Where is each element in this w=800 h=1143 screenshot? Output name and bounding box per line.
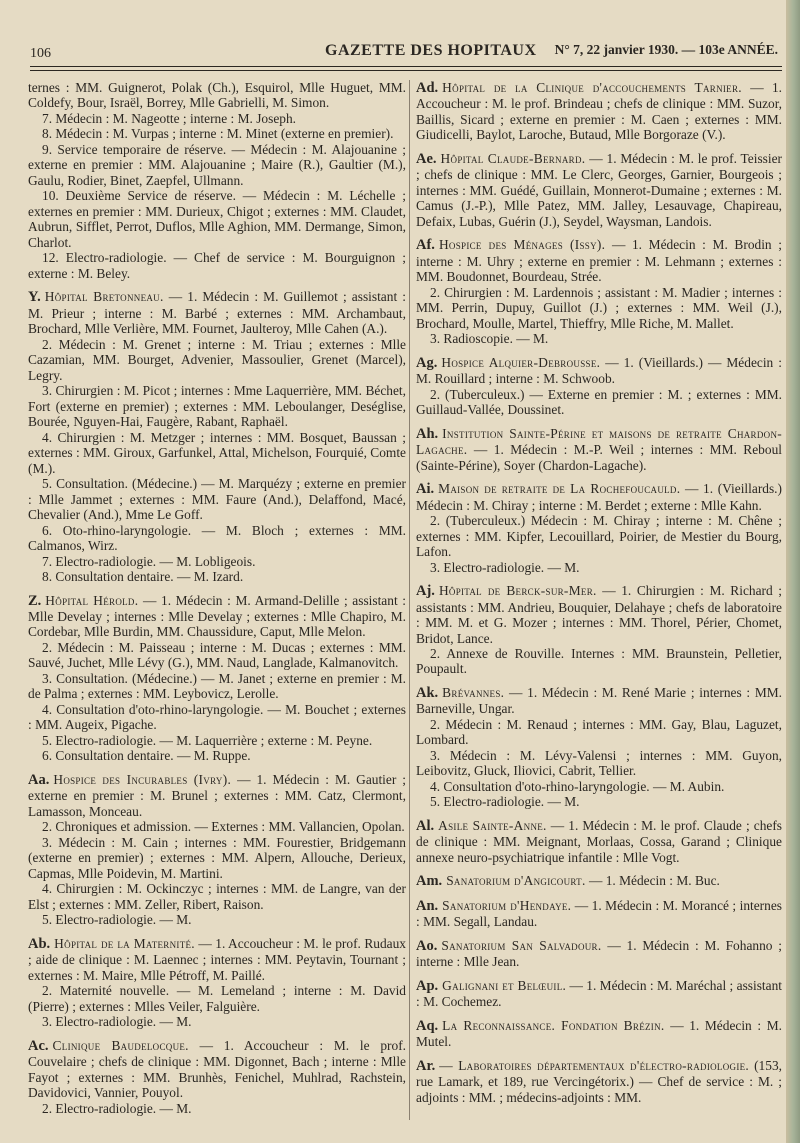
hospital-entry	[416, 1018, 782, 1050]
hospital-entry	[416, 685, 782, 810]
entry-text: 3. Radioscopie. — M.	[430, 331, 549, 347]
entry-line	[28, 748, 406, 763]
entry-text: 8. Consultation dentaire. — M. Izard.	[42, 569, 244, 585]
right-column	[416, 80, 782, 1113]
entry-line	[28, 936, 406, 983]
hospital-entry	[416, 237, 782, 346]
entry-code: Af.	[416, 237, 435, 254]
entry-code: Aq.	[416, 1017, 439, 1034]
entry-code: Al.	[416, 817, 435, 834]
entry-line	[416, 560, 782, 575]
hospital-entry	[28, 772, 406, 928]
hospital-entry	[416, 481, 782, 575]
entry-code: Ar.	[416, 1057, 436, 1074]
entry-line	[416, 513, 782, 559]
entry-code: Ap.	[416, 977, 439, 994]
entry-line	[416, 237, 782, 284]
hospital-name: Hôpital de la Maternité.	[54, 935, 195, 951]
entry-line	[28, 733, 406, 748]
entry-line	[28, 1101, 406, 1116]
entry-line	[28, 476, 406, 522]
entry-code: Z.	[28, 592, 42, 609]
entry-code: Ao.	[416, 937, 438, 954]
entry-line	[416, 331, 782, 346]
header-rule-thin	[30, 70, 782, 71]
entry-code: Am.	[416, 873, 443, 890]
hospital-entry	[416, 80, 782, 143]
header-rule	[30, 66, 782, 67]
entry-line	[28, 523, 406, 554]
entry-text: — 1. Accoucheur : M. le prof. Rudaux ; aide de clinique : M. Laennec ; internes : MM. Peytavin, Tournant ; externes : M. Maire, Mlle Pétroff, M. Paillé.	[28, 935, 406, 983]
entry-line	[28, 111, 406, 126]
entry-line	[416, 898, 782, 930]
entry-text: 3. Electro-radiologie. — M.	[430, 559, 580, 575]
entry-text: 4. Chirurgien : M. Ockinczyc ; internes : MM. de Langre, van der Elst ; externes : MM. Zeller, Ribert, Raison.	[28, 881, 406, 912]
entry-line	[28, 126, 406, 141]
entry-text: — 1. Médecin : M. le prof. Claude ; chefs de clinique : MM. Meignant, Morlaas, Cossa, Garand ; Clinique annexe neuro-psychiatrique infantile : Mlle Vogt.	[416, 817, 782, 865]
entry-text: 2. Médecin : M. Renaud ; internes : MM. Gay, Blau, Laguzet, Lombard.	[416, 716, 782, 748]
entry-line	[28, 881, 406, 912]
entry-line	[28, 188, 406, 250]
hospital-name: Hôpital Claude-Bernard.	[440, 150, 586, 166]
entry-line	[28, 569, 406, 584]
entry-code: Ac.	[28, 1037, 49, 1054]
hospital-entry	[416, 583, 782, 677]
hospital-entry	[416, 426, 782, 473]
entry-text: — 1. Accoucheur : M. le prof. Brindeau ; chefs de clinique : MM. Suzor, Baillis, Sicard ; externe en premier : M. Caen ; externes : MM. Giudicelli, Baylot, Laroche, Butaud, Mlle Borgoraze (V.).	[416, 80, 782, 143]
entry-text: 6. Oto-rhino-laryngologie. — M. Bloch ; externes : MM. Calmanos, Wirz.	[28, 522, 406, 554]
entry-line	[28, 430, 406, 476]
page-edge	[786, 0, 800, 1143]
entry-code: Aj.	[416, 583, 435, 600]
entry-code: Ai.	[416, 481, 435, 498]
entry-line	[416, 818, 782, 865]
entry-line	[28, 554, 406, 569]
entry-line	[28, 835, 406, 881]
entry-line	[28, 1038, 406, 1101]
entry-line	[28, 383, 406, 429]
hospital-name: Hôpital Bretonneau.	[44, 289, 164, 305]
entry-text: — 1. Médecin : M. Armand-Delille ; assistant : Mlle Develay ; internes : Mlle Develay ; externes : Mlle Chapiro, M. Cordebar, Mlle Burdin, MM. Chaussidure, Caput, Mlle Melon.	[28, 592, 406, 640]
entry-text: 6. Consultation dentaire. — M. Ruppe.	[42, 748, 251, 764]
entry-text: 3. Consultation. (Médecine.) — M. Janet ; externe en premier : M. de Palma ; externes : MM. Leybovicz, Lerolle.	[28, 670, 406, 702]
hospital-entry	[28, 1038, 406, 1116]
entry-line	[416, 794, 782, 809]
entry-line	[28, 772, 406, 819]
hospital-name: Hôpital de la Clinique d'accouchements Tarnier.	[442, 80, 742, 95]
entry-text: 2. Maternité nouvelle. — M. Lemeland ; interne : M. David (Pierre) ; externes : Mlles Veiler, Falguière.	[28, 983, 406, 1014]
entry-text: ternes : MM. Guignerot, Polak (Ch.), Esquirol, Mlle Huguet, MM. Coldefy, Bour, Israël, Borrey, Mlle Gabrielli, M. Simon.	[28, 80, 406, 111]
entry-text: — 1. Médecin : M. Brodin ; interne : M. Uhry ; externe en premier : M. Lehmann ; externes : MM. Boudonnet, Bourdeau, Strée.	[416, 237, 782, 285]
hospital-name: Hospice des Ménages (Issy).	[438, 237, 606, 253]
entry-text: — 1. Médecin : M. Morancé ; internes : MM. Segall, Landau.	[416, 897, 782, 930]
entry-text: 4. Consultation d'oto-rhino-laryngologie. — M. Aubin.	[430, 778, 725, 794]
entry-code: Ak.	[416, 684, 439, 701]
entry-text: — 1. Médecin : M. Fohanno ; interne : Mlle Jean.	[416, 937, 782, 970]
entry-text: 5. Electro-radiologie. — M.	[430, 794, 580, 810]
hospital-name: Sanatorium d'Hendaye.	[442, 897, 572, 913]
entry-line	[28, 337, 406, 383]
entry-text: — 1. Médecin : M. René Marie ; internes : MM. Barneville, Ungar.	[416, 684, 782, 717]
entry-line	[416, 426, 782, 473]
hospital-name: Hospice des Incurables (Ivry).	[53, 771, 232, 787]
entry-text: 2. Annexe de Rouville. Internes : MM. Braunstein, Pelletier, Poupault.	[416, 645, 782, 677]
hospital-entry	[416, 1058, 782, 1105]
entry-line	[28, 289, 406, 336]
hospital-entry	[28, 593, 406, 764]
entry-line	[416, 355, 782, 387]
entry-line	[416, 80, 782, 143]
hospital-name: Institution Sainte-Périne et maisons de retraite Chardon-Lagache.	[416, 425, 782, 458]
entry-text: 7. Electro-radiologie. — M. Lobligeois.	[42, 553, 256, 569]
entry-line	[28, 80, 406, 111]
entry-text: — 1. Médecin : M.-P. Weil ; internes : MM. Reboul (Sainte-Périne), Soyer (Chardon-Lagache).	[416, 442, 782, 473]
entry-line	[416, 387, 782, 418]
entry-line	[416, 285, 782, 331]
entry-line	[416, 1058, 782, 1105]
entry-text: 4. Consultation d'oto-rhino-laryngologie. — M. Bouchet ; externes : MM. Augeix, Pigache.	[28, 701, 406, 733]
entry-line	[28, 912, 406, 927]
entry-text: 2. Chirurgien : M. Lardennois ; assistant : M. Madier ; internes : MM. Perrin, Dupuy, Guillot (J.) ; externes : MM. Weil (J.), Brochard, Moulle, Martel, Thieffry, Mlle Riche, M. Mallet.	[416, 284, 782, 331]
entry-line	[28, 983, 406, 1014]
hospital-entry	[28, 80, 406, 281]
entry-text: 2. (Tuberculeux.) Médecin : M. Chiray ; interne : M. Chêne ; externes : MM. Kipfer, Lecouillard, Poirier, de Mestier du Bourg, Lafon.	[416, 513, 782, 560]
hospital-entry	[28, 289, 406, 584]
hospital-name: Clinique Baudelocque.	[52, 1037, 189, 1053]
entry-code: An.	[416, 897, 439, 914]
issue-info: N° 7, 22 janvier 1930. — 103e ANNÉE.	[554, 42, 778, 57]
entry-code: Ab.	[28, 935, 51, 952]
hospital-name: Sanatorium d'Angicourt.	[446, 873, 586, 889]
entry-text: 3. Chirurgien : M. Picot ; internes : Mme Laquerrière, MM. Béchet, Fort (externe en premier) ; externes : MM. Leboulanger, Deséglise, Bourée, Nguyen-Hai, Faugère, Rabant, Raphaël.	[28, 383, 406, 430]
entry-line	[416, 717, 782, 748]
left-column	[28, 80, 406, 1124]
entry-text: 12. Electro-radiologie. — Chef de service : M. Bourguignon ; externe : M. Beley.	[28, 250, 406, 281]
hospital-entry	[416, 938, 782, 970]
entry-line	[28, 250, 406, 281]
entry-line	[28, 593, 406, 640]
entry-line	[416, 583, 782, 646]
entry-text: 2. Chroniques et admission. — Externes : MM. Vallancien, Opolan.	[42, 819, 405, 835]
entry-text: 3. Médecin : M. Cain ; internes : MM. Fourestier, Bridgemann (externe en premier) ; externes : MM. Alpern, Allouche, Derieux, Capmas, Mlle Poidevin, M. Martini.	[28, 834, 406, 881]
entry-line	[416, 748, 782, 779]
entry-code: Ah.	[416, 425, 439, 442]
entry-line	[416, 151, 782, 229]
entry-text: 7. Médecin : M. Nageotte ; interne : M. Joseph.	[42, 110, 296, 126]
hospital-name: Sanatorium San Salvadour.	[441, 937, 602, 953]
entry-text: 5. Electro-radiologie. — M. Laquerrière ; externe : M. Peyne.	[42, 732, 373, 748]
hospital-name: Brévannes.	[442, 684, 505, 700]
hospital-name: Hôpital Hérold.	[45, 592, 139, 608]
column-divider	[409, 80, 410, 1120]
hospital-name: Hospice Alquier-Debrousse.	[441, 354, 601, 370]
entry-line	[416, 646, 782, 677]
hospital-entry	[416, 873, 782, 889]
journal-title: GAZETTE DES HOPITAUX	[325, 42, 537, 59]
entry-code: Ad.	[416, 80, 439, 96]
entry-code: Ag.	[416, 354, 438, 371]
entry-text: — 1. (Vieillards.) — Médecin : M. Rouillard ; interne : M. Schwoob.	[416, 354, 782, 387]
hospital-name: Asile Sainte-Anne.	[438, 817, 547, 833]
hospital-entry	[28, 936, 406, 1030]
entry-line	[416, 685, 782, 717]
entry-text: 2. Médecin : M. Paisseau ; interne : M. Ducas ; externes : MM. Sauvé, Juchet, Mlle Lévy (G.), MM. Naud, Langlade, Kalmanovitch.	[28, 639, 406, 671]
entry-line	[28, 819, 406, 834]
entry-text: — 1. Accoucheur : M. le prof. Couvelaire ; chefs de clinique : MM. Digonnet, Bach ; interne : Mlle Fayot ; externes : MM. Brunhès, Fenichel, Muhlrad, Rachstein, Davidovici, Vannier, Pouyol.	[28, 1037, 406, 1101]
hospital-name: La Reconnaissance. Fondation Brézin.	[442, 1017, 665, 1033]
entry-text: 9. Service temporaire de réserve. — Médecin : M. Alajouanine ; externe en premier : MM. Alajouanine ; Maire (R.), Gaultier (M.), Gaulu, Rodier, Binet, Zaepfel, Ullmann.	[28, 141, 406, 188]
entry-text: 2. Electro-radiologie. — M.	[42, 1100, 192, 1116]
entry-text: — 1. Médecin : M. Mutel.	[416, 1017, 782, 1050]
entry-text: 3. Electro-radiologie. — M.	[42, 1014, 192, 1030]
entry-text: 8. Médecin : M. Vurpas ; interne : M. Minet (externe en premier).	[42, 126, 394, 142]
entry-line	[416, 978, 782, 1010]
entry-line	[416, 481, 782, 513]
page-number: 106	[30, 46, 51, 61]
entry-text: — 1. (Vieillards.) Médecin : M. Chiray ; interne : M. Berdet ; externe : Mlle Kahn.	[416, 481, 782, 513]
entry-text: — 1. Médecin : M. le prof. Teissier ; chefs de clinique : MM. Le Clerc, Georges, Garnier, Bourgeois ; internes : MM. Guédé, Guillain, Monnerot-Dumaine ; externes : M. Camus (J.-P.), Mlle Patez, MM. Jalley, Lesauvage, Chapireau, Defaix, Lubas, Guérin (J.), Seydel, Waysman, Landois.	[416, 150, 782, 229]
entry-text: — 1. Médecin : M. Maréchal ; assistant : M. Cochemez.	[416, 977, 782, 1010]
entry-code: Ae.	[416, 150, 437, 167]
hospital-entry	[416, 355, 782, 418]
hospital-entry	[416, 818, 782, 865]
entry-text: 2. (Tuberculeux.) — Externe en premier : M. ; externes : MM. Guillaud-Vallée, Doussinet.	[416, 386, 782, 418]
entry-text: — 1. Chirurgien : M. Richard ; assistants : MM. Andrieu, Bouquier, Delahaye ; chefs de laboratoire : MM. M. et G. Mozer ; internes : MM. Thorel, Périer, Chomet, Bridot, Lance.	[416, 583, 782, 646]
entry-text: 4. Chirurgien : M. Metzger ; internes : MM. Bosquet, Baussan ; externes : MM. Giroux, Garfunkel, Attal, Michelson, Fourquié, Comte (M.).	[28, 429, 406, 476]
entry-line	[28, 702, 406, 733]
entry-line	[28, 142, 406, 188]
entry-line	[28, 1014, 406, 1029]
entry-code: Aa.	[28, 771, 50, 788]
entry-line	[28, 640, 406, 671]
entry-text: (153, rue Lamark, et 189, rue Vercingétorix.) — Chef de service : M. ; adjoints : MM. ; médecins-adjoints : MM.	[416, 1057, 782, 1105]
entry-text: 3. Médecin : M. Lévy-Valensi ; internes : MM. Guyon, Leibovitz, Gluck, Iliovici, Cabrit, Tellier.	[416, 747, 782, 779]
entry-code: Y.	[28, 289, 41, 306]
entry-line	[416, 873, 782, 889]
hospital-entry	[416, 898, 782, 930]
hospital-name: Galignani et Belœuil.	[442, 977, 567, 993]
entry-line	[416, 1018, 782, 1050]
entry-text: — 1. Médecin : M. Guillemot ; assistant : M. Prieur ; interne : M. Barbé ; externes : MM. Archambaut, Brochard, Mlle Verlière, MM. Fournet, Jaulteroy, Mlle Cahen (A.).	[28, 289, 406, 337]
entry-text: 5. Electro-radiologie. — M.	[42, 912, 192, 928]
hospital-entry	[416, 151, 782, 229]
entry-line	[416, 938, 782, 970]
hospital-name: Maison de retraite de La Rochefoucauld.	[438, 481, 681, 497]
hospital-entry	[416, 978, 782, 1010]
entry-text: 5. Consultation. (Médecine.) — M. Marquézy ; externe en premier : Mlle Jammet ; externes : MM. Faure (And.), Delaffond, Macé, Chevalier (And.), Mme Le Goff.	[28, 476, 406, 523]
hospital-name: — Laboratoires départementaux d'électro-radiologie.	[439, 1057, 750, 1073]
entry-text: — 1. Médecin : M. Buc.	[588, 873, 720, 889]
entry-line	[416, 779, 782, 794]
entry-text: 2. Médecin : M. Grenet ; interne : M. Triau ; externes : Mlle Cazamian, MM. Bourget, Advenier, Massoulier, Grenet (Marcel), Legry.	[28, 336, 406, 383]
entry-text: 10. Deuxième Service de réserve. — Médecin : M. Léchelle ; externes en premier : MM. Durieux, Chigot ; externes : MM. Claudet, Aubrun, Sifflet, Perrot, Duflos, Mlle Aghion, MM. Dermange, Simon, Charlot.	[28, 188, 406, 250]
page-header	[30, 38, 782, 66]
entry-line	[28, 671, 406, 702]
hospital-name: Hôpital de Berck-sur-Mer.	[438, 583, 597, 599]
entry-text: — 1. Médecin : M. Gautier ; externe en premier : M. Brunel ; externes : MM. Catz, Clermont, Lamasson, Monceau.	[28, 771, 406, 819]
